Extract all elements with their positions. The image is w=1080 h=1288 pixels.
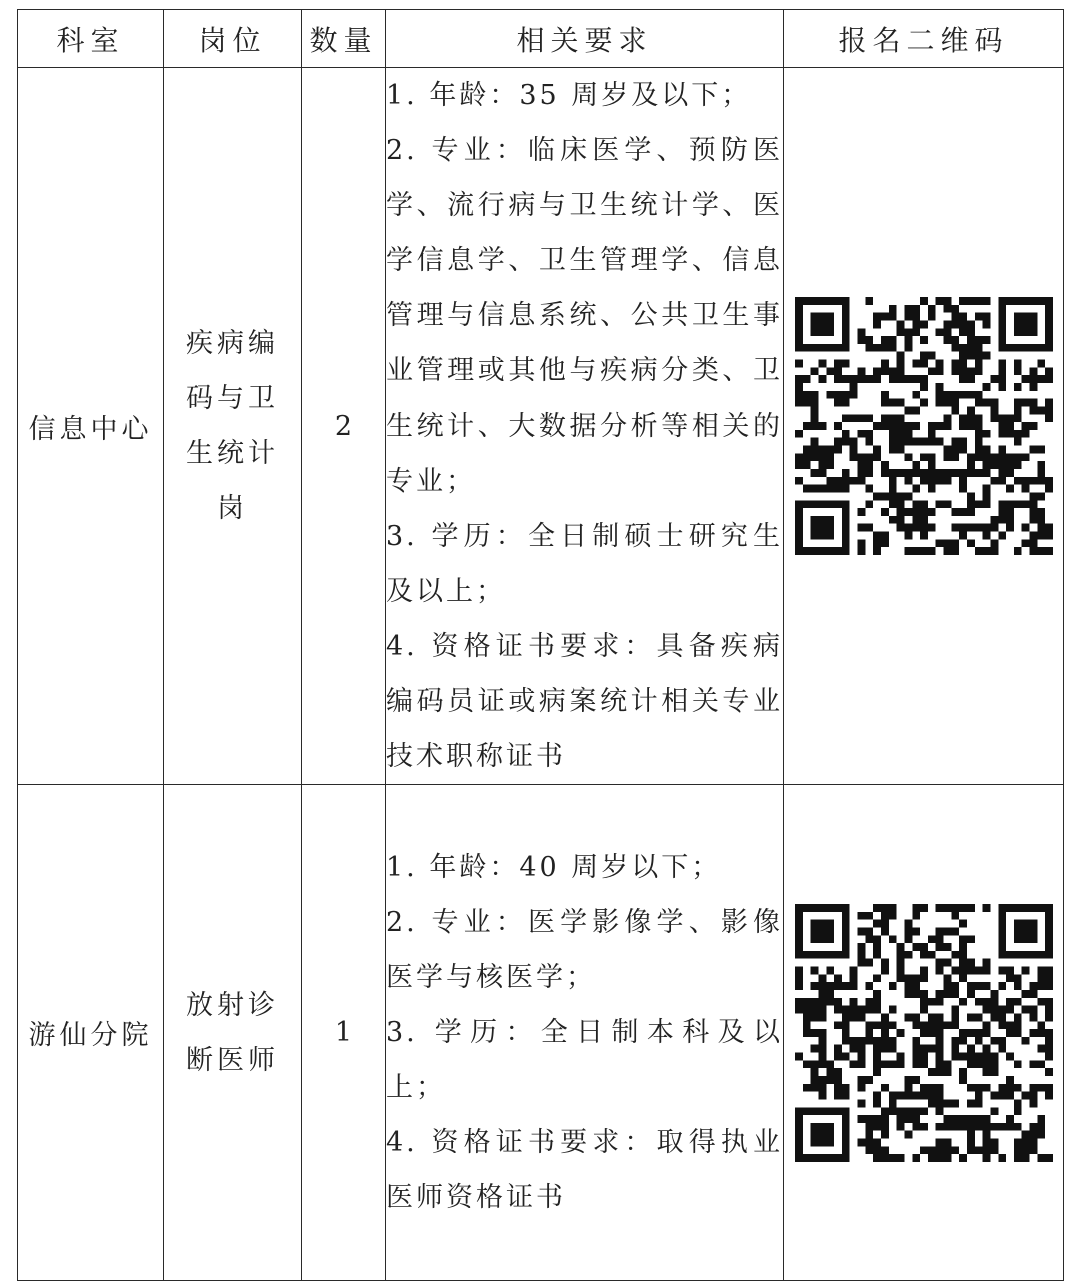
header-department: 科室 (18, 10, 164, 68)
position-label: 疾病编码与卫生统计岗 (186, 328, 279, 525)
requirement-education: 3. 学历：全日制本科及以上； (386, 1017, 783, 1104)
requirement-certificate: 4. 资格证书要求：取得执业医师资格证书 (386, 1127, 783, 1214)
header-position: 岗位 (164, 10, 302, 68)
position-cell (164, 785, 302, 1281)
requirement-age: 1. 年龄：35 周岁及以下； (386, 80, 752, 111)
count-cell: 2 (302, 68, 386, 785)
department-cell: 信息中心 (18, 68, 164, 785)
department-cell: 游仙分院 (18, 785, 164, 1281)
requirement-education: 3. 学历：全日制硕士研究生及以上； (386, 520, 783, 607)
requirement-certificate: 4. 资格证书要求：具备疾病编码员证或病案统计相关专业技术职称证书 (386, 630, 783, 773)
qr-code-cell (784, 68, 1064, 785)
requirement-age: 1. 年龄：40 周岁以下； (386, 851, 722, 883)
position-cell (164, 68, 302, 785)
count-cell: 1 (302, 785, 386, 1281)
table-row (18, 68, 1064, 785)
header-requirements: 相关要求 (386, 10, 784, 68)
header-count: 数量 (302, 10, 386, 68)
table-row (18, 785, 1064, 1281)
qr-code-icon[interactable] (795, 297, 1053, 555)
position-label: 放射诊断医师 (186, 989, 279, 1076)
requirement-major: 2. 专业：临床医学、预防医学、流行病与卫生统计学、医学信息学、卫生管理学、信息管理与信息系统、公共卫生事业管理或其他与疾病分类、卫生统计、大数据分析等相关的专业； (386, 135, 783, 497)
requirements-cell (386, 785, 784, 1281)
requirements-cell (386, 68, 784, 785)
table-header-row (18, 10, 1064, 68)
qr-code-icon[interactable] (795, 904, 1053, 1162)
recruitment-table (17, 9, 1064, 1281)
requirement-major: 2. 专业：医学影像学、影像医学与核医学； (386, 906, 783, 994)
qr-code-cell (784, 785, 1064, 1281)
header-qr-code: 报名二维码 (784, 10, 1064, 68)
